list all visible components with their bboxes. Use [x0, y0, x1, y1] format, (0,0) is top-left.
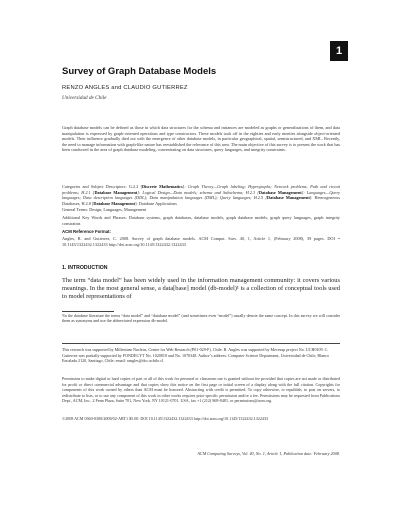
paper-title: Survey of Graph Database Models: [62, 66, 217, 77]
running-footer: [160, 451, 340, 456]
categories-bold: Database Management: [267, 195, 310, 201]
categories-text: ]: Database Applications: [135, 200, 177, 206]
footnote: ¹In the database literature the terms “data model” and “database model” (and sometimes even “model”) usually denote the same concept. In this survey we will consider them as synonyms and use the abbreviated expression db-model.: [62, 313, 340, 324]
acm-reference-heading: ACM Reference Format:: [62, 229, 111, 234]
introduction-paragraph: The term “data model” has been widely used in the information management community: it covers various meanings. In the most general sense, a data[base] model (db-model)¹ is a collection of conceptual tools used to model representations of: [62, 277, 340, 301]
categories-text: ]: Languages—Query languages; Data description languages (DDL); Data manipulation languages (DML); Query languages; H.2.5 [: [62, 189, 340, 201]
keywords: Additional Key Words and Phrases: Database systems, graph databases, database models, graph database models, graph query languages, graph integrity constraints: [62, 215, 340, 226]
categories-bold: Discrete Mathematics: [142, 184, 183, 189]
page-number-tab: 1: [330, 41, 348, 61]
section-heading: 1. INTRODUCTION: [62, 265, 108, 271]
abstract: Graph database models can be defined as those in which data structures for the schema and instances are modeled as graphs or generalizations of them, and data manipulation is expressed by graph-oriented operations and type constructors. These models took off in the eighties and early nineties alongside object-oriented models. Their influence gradually died out with the emergence of other database models, in particular geographical, spatial, semistructured, and XML. Recently, the need to manage information with graph-like nature has reestablished the relevance of this area. The main objective of this survey is to present the work that has been conducted in the area of graph database modeling, concentrating on data structures, query languages, and integrity constraints.: [62, 125, 340, 153]
categories-bold: Database Management: [94, 189, 138, 195]
categories-and-subject-descriptors: [62, 184, 340, 206]
categories-text: Categories and Subject Descriptors: G.2.2 [: [62, 184, 143, 189]
front-matter-divider: [62, 343, 340, 344]
categories-bold: Database Management: [93, 200, 136, 206]
author-affiliation: Universidad de Chile: [62, 95, 107, 101]
copyright-line: ©2008 ACM 0360-0300/2008/02-ART1 $5.00. DOI 10.1145/1322432.1322433 http://doi.acm.org/10.1145/1322432.1322433: [62, 416, 269, 421]
categories-text: ]: Graph Theory—Graph labeling; Hypergraphs; Network problems; Path and circuit problems; H.2.1 [: [62, 184, 340, 195]
general-terms: General Terms: Design, Languages, Management: [62, 207, 147, 212]
categories-text: ]: Heterogeneous Databases; H.2.8 [: [62, 195, 341, 206]
footnote-divider: [62, 311, 114, 312]
running-footer-text: ACM Computing Surveys, Vol. 40, No. 1, Article 1, Publication date: February 2008.: [197, 451, 340, 456]
permission-notice: Permission to make digital or hard copies of part or all of this work for personal or classroom use is granted without fee provided that copies are not made or distributed for profit or direct commercial advantage and that copies show this notice on the first page or initial screen of a display along with the full citation. Copyrights for components of this work owned by others than ACM must be honored. Abstracting with credit is permitted. To copy otherwise, to republish, to post on servers, to redistribute to lists, or to use any component of this work in other works requires prior specific permission and/or a fee. Permissions may be requested from Publications Dept., ACM, Inc., 2 Penn Plaza, Suite 701, New York, NY 10121-0701, USA, fax +1 (212) 869-0481, or permissions@acm.org.: [62, 376, 340, 404]
categories-bold: Database Management: [258, 189, 302, 195]
paper-authors: RENZO ANGLES and CLAUDIO GUTIERREZ: [62, 85, 188, 91]
acm-reference: Angles, R. and Gutierrez, C. 2008. Survey of graph database models. ACM Comput. Surv. 40, 1, Article 1, (February 2008), 39 pages. DOI = 10.1145/1322432.1322433 http://doi.acm.org/10.1145/1322432.1322433: [62, 236, 340, 247]
support-note: This research was supported by Millenium Nucleus, Center for Web Research (P01-029-F), Chile. R. Angles was supported by Mecesup project No. UCH0109. C. Gutierrez was partially supported by FONDECYT No. 1020810 and No. 1070348. Author’s address: Computer Science Department, Universidad de Chile, Blanco Encalada 2120, Santiago, Chile; email: rangles@dcc.uchile.cl.: [62, 347, 330, 364]
categories-text: ]: Logical Design—Data models; schema and Subschema; H.2.3 [: [137, 189, 259, 195]
